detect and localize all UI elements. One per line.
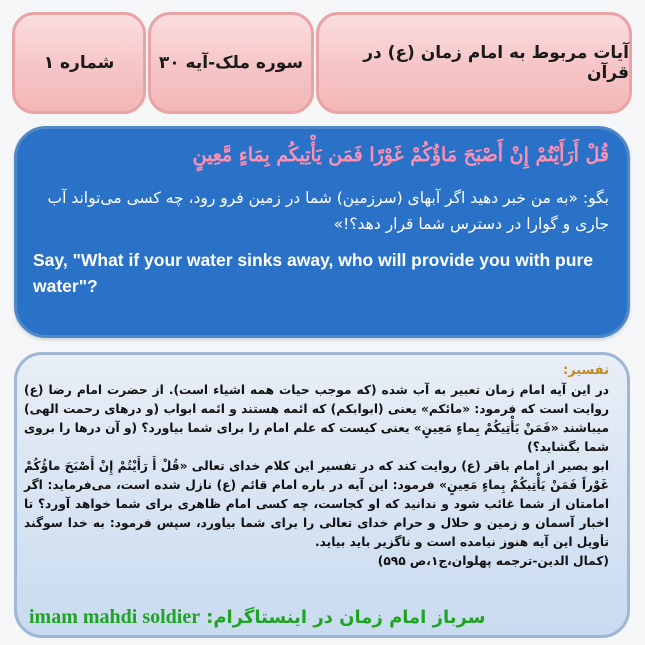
tafsir-body bbox=[24, 381, 609, 571]
tafsir-paragraph-2: ابو بصیر از امام باقر (ع) روایت کند که در تفسیر این کلام خدای تعالی «قُلْ أَ رَأَيْتُمْ إِنْ أَصْبَحَ ماؤُكُمْ غَوْراً فَمَنْ يَأْتِيكُمْ بِماءٍ مَعِينٍ» فرمود: این آیه در باره امام قائم (ع) نازل شده است، می‌فرماید: اگر امامتان از شما غائب شود و ندانید که او کجاست، چه کسی امام ظاهری برای شما خواهد آورد؟ تا اخبار آسمان و زمین و حلال و حرام خدای تعالی را برای شما بیاورد، سپس فرمود: به خدا سوگند تأویل این آیه هنوز نیامده است و ناگزیر باید بیاید. bbox=[24, 459, 609, 549]
header-number: شماره ۱ bbox=[43, 53, 115, 73]
header-title-box bbox=[316, 12, 632, 114]
header-title: آیات مربوط به امام زمان (ع) در قرآن bbox=[363, 43, 629, 83]
instagram-footer bbox=[29, 603, 621, 631]
verse-arabic: قُلْ أَرَأَيْتُمْ إِنْ أَصْبَحَ مَاؤُكُمْ غَوْرًا فَمَن يَأْتِيكُم بِمَاءٍ مَّعِينٍ bbox=[192, 144, 609, 166]
footer-instagram-handle: imam mahdi soldier bbox=[29, 605, 201, 628]
header-number-box bbox=[12, 12, 146, 114]
tafsir-label: تفسیر: bbox=[562, 363, 609, 378]
header-surah-box bbox=[148, 12, 314, 114]
verse-card bbox=[14, 126, 630, 338]
verse-persian-translation: بگو: «به من خبر دهید اگر آبهای (سرزمین) شما در زمین فرو رود، چه کسی می‌تواند آب جاری و گوارا در دسترس شما قرار دهد؟!» bbox=[47, 189, 609, 233]
tafsir-card bbox=[14, 352, 630, 638]
tafsir-paragraph-1: در این آیه امام زمان تعبیر به آب شده (که موجب حیات همه اشیاء است). از حضرت امام رضا (ع) روایت است که فرمود: «مائکم» یعنی (ابوابکم) که ائمه هستند و ائمه ابواب (و درهای رحمت الهی) میباشند «فَمَنْ يَأْتِيكُمْ بِماءٍ مَعِينٍ» یعنی کیست که علم امام را برای شما بیاورد؟ (و آن درها را بروی شما بگشاید؟) bbox=[24, 383, 609, 454]
verse-english-translation: Say, "What if your water sinks away, who will provide you with pure water"? bbox=[33, 250, 593, 296]
tafsir-source: (کمال الدین-ترجمه پهلوان،ج۱،ص ۵۹۵) bbox=[377, 554, 609, 568]
header-surah: سوره ملک-آیه ۳۰ bbox=[158, 53, 304, 73]
footer-persian-text: سرباز امام زمان در اینستاگرام: bbox=[206, 606, 486, 628]
